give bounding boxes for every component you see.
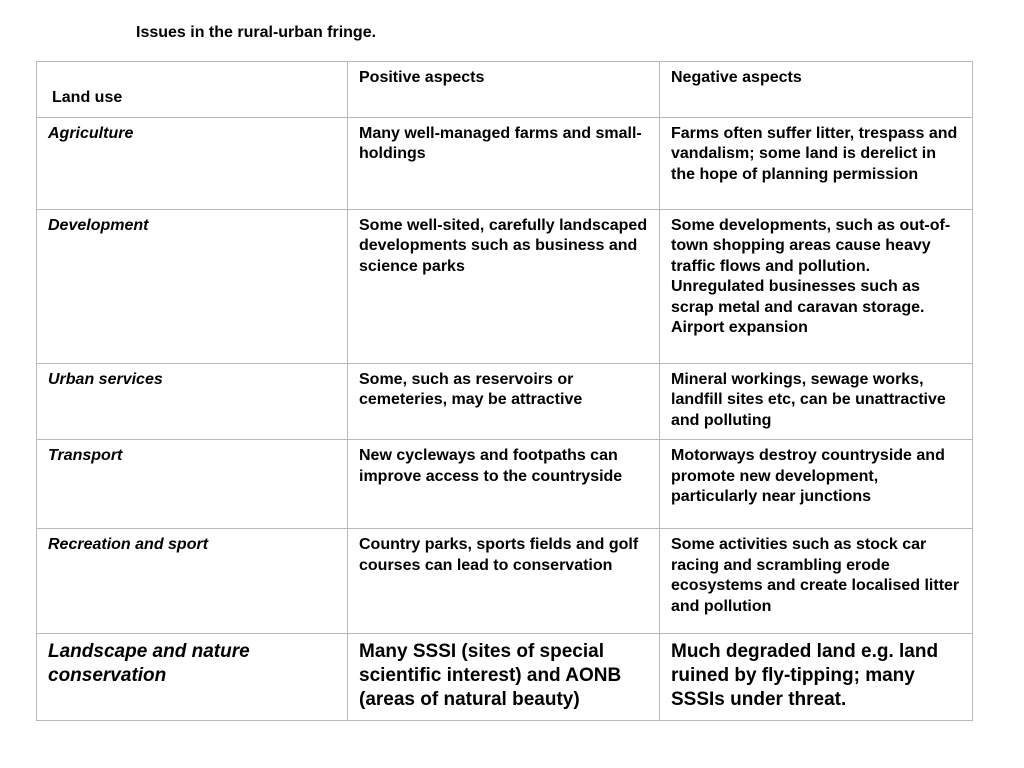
table-row bbox=[37, 529, 973, 634]
table-row bbox=[37, 440, 973, 529]
header-land-use: Land use bbox=[37, 62, 348, 118]
negative-cell: Some activities such as stock car racing and scrambling erode ecosystems and create localised litter and pollution bbox=[660, 529, 973, 634]
negative-cell: Mineral workings, sewage works, landfill sites etc, can be unattractive and polluting bbox=[660, 363, 973, 440]
header-positive-aspects: Positive aspects bbox=[348, 62, 660, 118]
table-row bbox=[37, 117, 973, 209]
positive-cell: Many well-managed farms and small-holdings bbox=[348, 117, 660, 209]
header-row bbox=[37, 62, 973, 118]
positive-cell: Some well-sited, carefully landscaped developments such as business and science parks bbox=[348, 209, 660, 363]
negative-cell: Motorways destroy countryside and promote new development, particularly near junctions bbox=[660, 440, 973, 529]
negative-cell: Farms often suffer litter, trespass and vandalism; some land is derelict in the hope of planning permission bbox=[660, 117, 973, 209]
positive-cell: Some, such as reservoirs or cemeteries, may be attractive bbox=[348, 363, 660, 440]
header-negative-aspects: Negative aspects bbox=[660, 62, 973, 118]
negative-cell: Some developments, such as out-of-town shopping areas cause heavy traffic flows and pollution. Unregulated businesses such as scrap metal and caravan storage. Airport expansion bbox=[660, 209, 973, 363]
issues-table bbox=[36, 61, 973, 721]
land-use-cell: Agriculture bbox=[37, 117, 348, 209]
table-row bbox=[37, 634, 973, 721]
land-use-cell: Development bbox=[37, 209, 348, 363]
land-use-cell: Transport bbox=[37, 440, 348, 529]
page-title: Issues in the rural-urban fringe. bbox=[136, 24, 377, 41]
land-use-cell: Urban services bbox=[37, 363, 348, 440]
positive-cell: New cycleways and footpaths can improve access to the countryside bbox=[348, 440, 660, 529]
positive-cell: Country parks, sports fields and golf courses can lead to conservation bbox=[348, 529, 660, 634]
positive-cell: Many SSSI (sites of special scientific interest) and AONB (areas of natural beauty) bbox=[348, 634, 660, 721]
table-row bbox=[37, 363, 973, 440]
table-row bbox=[37, 209, 973, 363]
land-use-cell: Recreation and sport bbox=[37, 529, 348, 634]
negative-cell: Much degraded land e.g. land ruined by fly-tipping; many SSSIs under threat. bbox=[660, 634, 973, 721]
land-use-cell: Landscape and nature conservation bbox=[37, 634, 348, 721]
